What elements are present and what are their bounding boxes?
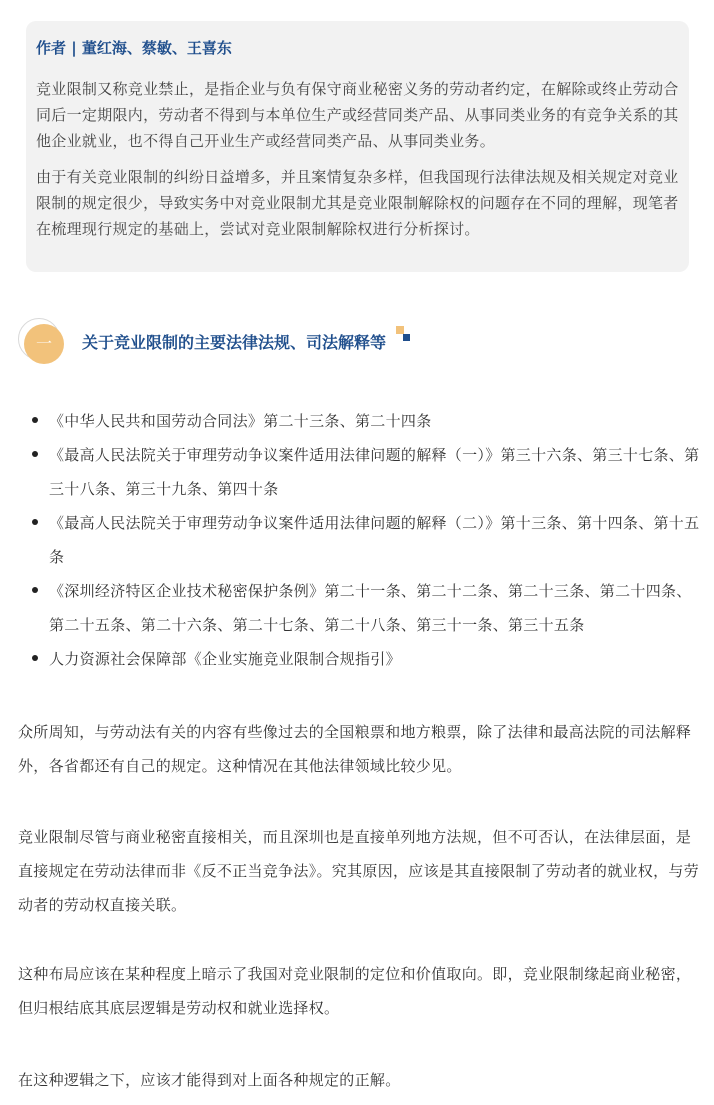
intro-paragraph-1: 竞业限制又称竞业禁止，是指企业与负有保守商业秘密义务的劳动者约定，在解除或终止劳动合同后一定期限内，劳动者不得到与本单位生产或经营同类产品、从事同类业务的有竞争关系的其他企业就业，也不得自己开业生产或经营同类产品、从事同类业务。: [36, 80, 679, 150]
intro-paragraph-2: 由于有关竞业限制的纠纷日益增多，并且案情复杂多样，但我国现行法律法规及相关规定对竞业限制的规定很少，导致实务中对竞业限制尤其是竞业限制解除权的问题存在不同的理解，现笔者在梳理现行规定的基础上，尝试对竞业限制解除权进行分析探讨。: [36, 168, 679, 238]
decor-square-blue-icon: [403, 334, 410, 341]
law-list-item: 《深圳经济特区企业技术秘密保护条例》第二十一条、第二十二条、第二十三条、第二十四条、第二十五条、第二十六条、第二十七条、第二十八条、第三十一条、第三十五条: [22, 574, 702, 642]
author-line: 作者 | 董红海、蔡敏、王喜东: [36, 39, 232, 57]
law-list-item: 《最高人民法院关于审理劳动争议案件适用法律问题的解释（二）》第十三条、第十四条、第十五条: [22, 506, 702, 574]
law-list-item: 人力资源社会保障部《企业实施竞业限制合规指引》: [22, 642, 702, 676]
body-paragraph-1: 众所周知，与劳动法有关的内容有些像过去的全国粮票和地方粮票，除了法律和最高法院的司法解释外，各省都还有自己的规定。这种情况在其他法律领域比较少见。: [18, 723, 692, 775]
law-list-item: 《中华人民共和国劳动合同法》第二十三条、第二十四条: [22, 404, 702, 438]
body-paragraph-4: 在这种逻辑之下，应该才能得到对上面各种规定的正解。: [18, 1071, 401, 1089]
decor-square-orange-icon: [396, 326, 404, 334]
law-list: [22, 404, 702, 676]
intro-box: [26, 21, 689, 272]
law-list-item: 《最高人民法院关于审理劳动争议案件适用法律问题的解释（一）》第三十六条、第三十七条、第三十八条、第三十九条、第四十条: [22, 438, 702, 506]
section-heading: [18, 318, 418, 368]
body-paragraph-2: 竞业限制尽管与商业秘密直接相关，而且深圳也是直接单列地方法规，但不可否认，在法律层面，是直接规定在劳动法律而非《反不正当竞争法》。究其原因，应该是其直接限制了劳动者的就业权，与劳动者的劳动权直接关联。: [18, 828, 700, 914]
body-paragraph-3: 这种布局应该在某种程度上暗示了我国对竞业限制的定位和价值取向。即，竞业限制缘起商业秘密，但归根结底其底层逻辑是劳动权和就业选择权。: [18, 965, 692, 1017]
section-title: 关于竞业限制的主要法律法规、司法解释等: [82, 333, 387, 352]
section-number-badge: 一: [24, 324, 64, 364]
